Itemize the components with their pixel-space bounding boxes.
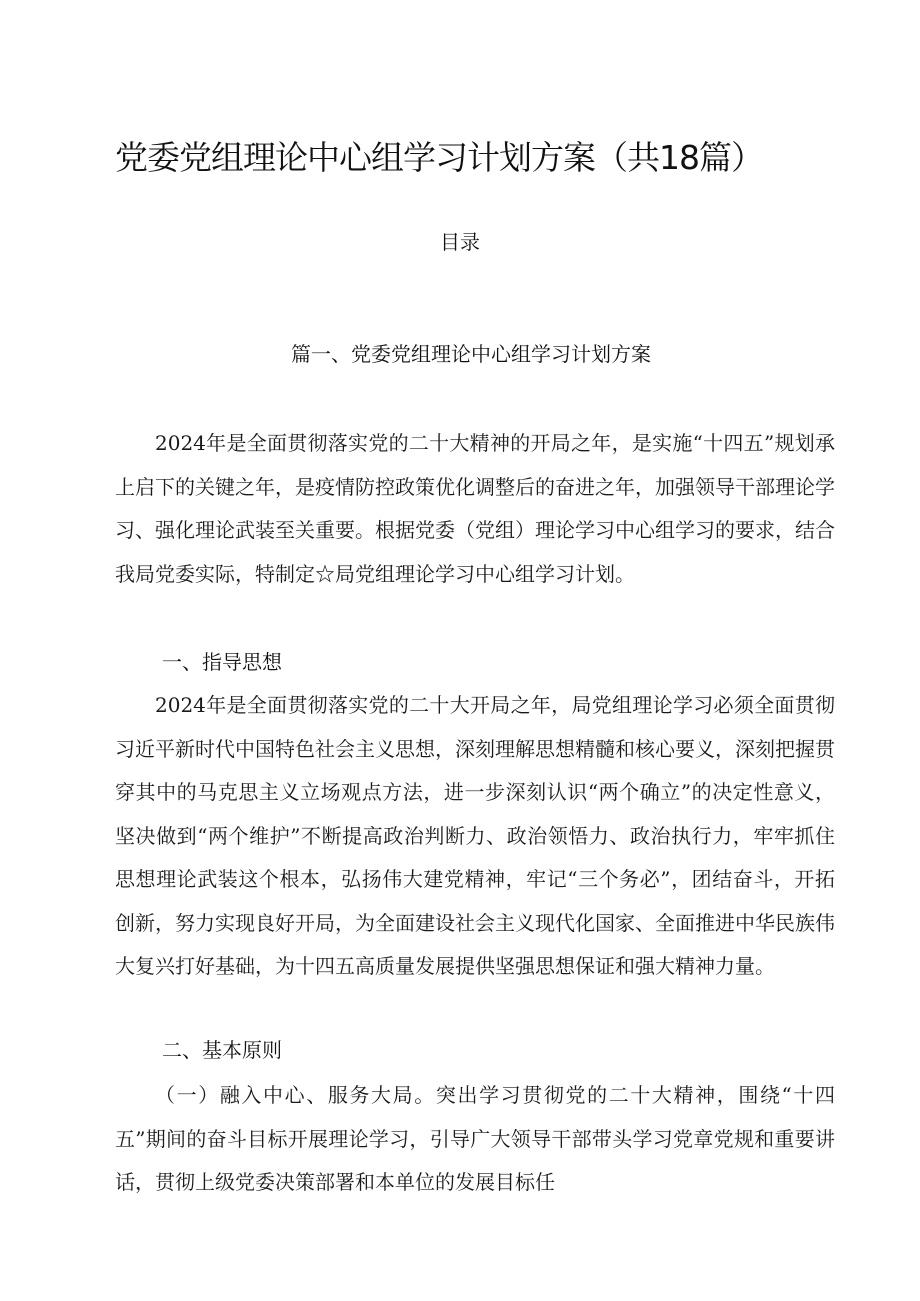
intro-block — [115, 422, 835, 596]
guiding-ideology-block — [115, 684, 835, 989]
chapter-heading: 篇一、党委党组理论中心组学习计划方案 — [291, 342, 651, 366]
section-heading-guiding-ideology: 一、指导思想 — [162, 650, 282, 674]
guiding-ideology-paragraph: 2024年是全面贯彻落实党的二十大开局之年，局党组理论学习必须全面贯彻习近平新时代中国特色社会主义思想，深刻理解思想精髓和核心要义，深刻把握贯穿其中的马克思主义立场观点方法，进一步深刻认识“两个确立”的决定性意义，坚决做到“两个维护”不断提高政治判断力、政治领悟力、政治执行力，牢牢抓住思想理论武装这个根本，弘扬伟大建党精神，牢记“三个务必”，团结奋斗，开拓创新，努力实现良好开局，为全面建设社会主义现代化国家、全面推进中华民族伟大复兴打好基础，为十四五高质量发展提供坚强思想保证和强大精神力量。 — [115, 693, 835, 978]
toc-heading: 目录 — [440, 230, 480, 254]
basic-principles-block — [115, 1074, 835, 1205]
intro-paragraph: 2024年是全面贯彻落实党的二十大精神的开局之年，是实施“十四五”规划承上启下的关键之年，是疫情防控政策优化调整后的奋进之年，加强领导干部理论学习、强化理论武装至关重要。根据党委（党组）理论学习中心组学习的要求，结合我局党委实际，特制定☆局党组理论学习中心组学习计划。 — [115, 431, 835, 586]
basic-principles-paragraph: （一）融入中心、服务大局。突出学习贯彻党的二十大精神，围绕“十四五”期间的奋斗目标开展理论学习，引导广大领导干部带头学习党章党规和重要讲话，贯彻上级党委决策部署和本单位的发展目标任 — [115, 1083, 835, 1194]
section-heading-basic-principles: 二、基本原则 — [162, 1038, 282, 1062]
document-title: 党委党组理论中心组学习计划方案（共18篇） — [115, 138, 763, 177]
